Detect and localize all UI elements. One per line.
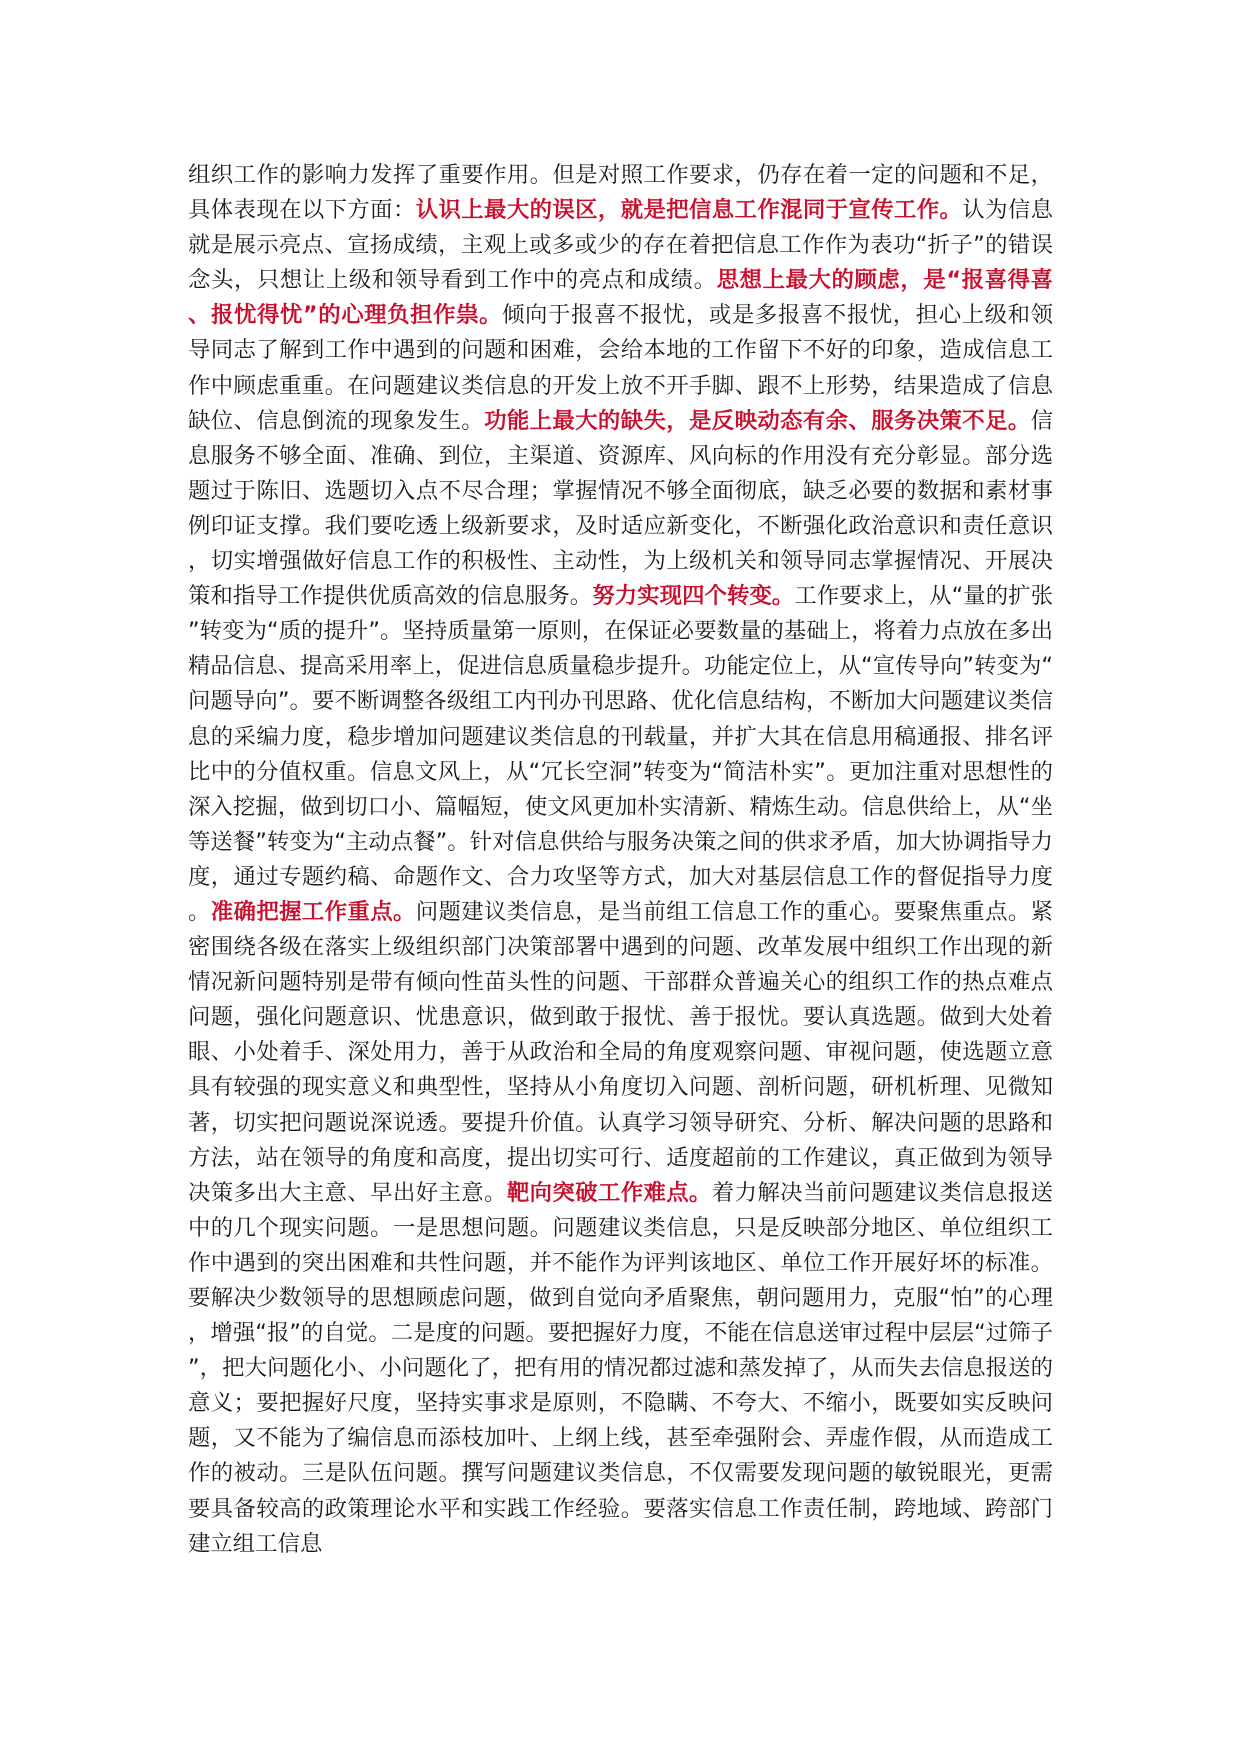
text-segment: 倾向于报喜不报忧，或是多报喜不报忧，担心上级和领导同志了解到工作中遇到的问题和困难，会给本地的工作留下不好的印象，造成信息工作中顾虑重重。在问题建议类信息的开发上放不开手脚、跟不上形势，结果造成了信息缺位、信息倒流的现象发生。 [188,302,1054,434]
text-segment: 着力解决当前问题建议类信息报送中的几个现实问题。一是思想问题。问题建议类信息，只是反映部分地区、单位组织工作中遇到的突出困难和共性问题，并不能作为评判该地区、单位工作开展好坏的标准。要解决少数领导的思想顾虑问题，做到自觉向矛盾聚焦，朝问题用力，克服“怕”的心理，增强“报”的自觉。二是度的问题。要把握好力度，不能在信息送审过程中层层“过筛子”，把大问题化小、小问题化了，把有用的情况都过滤和蒸发掉了，从而失去信息报送的意义；要把握好尺度，坚持实事求是原则，不隐瞒、不夸大、不缩小，既要如实反映问题，又不能为了编信息而添枝加叶、上纲上线，甚至牵强附会、弄虚作假，从而造成工作的被动。三是队伍问题。撰写问题建议类信息，不仅需要发现问题的敏锐眼光，更需要具备较高的政策理论水平和实践工作经验。要落实信息工作责任制，跨地域、跨部门建立组工信息 [188,1179,1054,1557]
text-segment: 信息服务不够全面、准确、到位，主渠道、资源库、风向标的作用没有充分彰显。部分选题过于陈旧、选题切入点不尽合理；掌握情况不够全面彻底，缺乏必要的数据和素材事例印证支撑。我们要吃透上级新要求，及时适应新变化，不断强化政治意识和责任意识，切实增强做好信息工作的积极性、主动性，为上级机关和领导同志掌握情况、开展决策和指导工作提供优质高效的信息服务。 [188,407,1054,610]
highlighted-heading: 准确把握工作重点。 [210,898,416,925]
text-segment: 工作要求上，从“量的扩张”转变为“质的提升”。坚持质量第一原则，在保证必要数量的基础上，将着力点放在多出精品信息、提高采用率上，促进信息质量稳步提升。功能定位上，从“宣传导向”转变为“问题导向”。要不断调整各级组工内刊办刊思路、优化信息结构，不断加大问题建议类信息的采编力度，稳步增加问题建议类信息的刊载量，并扩大其在信息用稿通报、排名评比中的分值权重。信息文风上，从“冗长空洞”转变为“简洁朴实”。更加注重对思想性的深入挖掘，做到切口小、篇幅短，使文风更加朴实清新、精炼生动。信息供给上，从“坐等送餐”转变为“主动点餐”。针对信息供给与服务决策之间的供求矛盾，加大协调指导力度，通过专题约稿、命题作文、合力攻坚等方式，加大对基层信息工作的督促指导力度。 [188,583,1054,925]
highlighted-heading: 认识上最大的误区，就是把信息工作混同于宣传工作。 [415,197,963,224]
text-segment: 认为信息就是展示亮点、宣扬成绩，主观上或多或少的存在着把信息工作作为表功“折子”的错误念头，只想让上级和领导看到工作中的亮点和成绩。 [188,197,1054,294]
text-segment: 组织工作的影响力发挥了重要作用。但是对照工作要求，仍存在着一定的问题和不足，具体表现在以下方面： [188,162,1053,224]
highlighted-heading: 靶向突破工作难点。 [506,1179,712,1206]
highlighted-heading: 努力实现四个转变。 [592,583,795,610]
body-paragraph [188,158,1053,1562]
highlighted-heading: 功能上最大的缺失，是反映动态有余、服务决策不足。 [484,407,1031,434]
text-segment: 问题建议类信息，是当前组工信息工作的重心。要聚焦重点。紧密围绕各级在落实上级组织部门决策部署中遇到的问题、改革发展中组织工作出现的新情况新问题特别是带有倾向性苗头性的问题、干部群众普遍关心的组织工作的热点难点问题，强化问题意识、忧患意识，做到敢于报忧、善于报忧。要认真选题。做到大处着眼、小处着手、深处用力，善于从政治和全局的角度观察问题、审视问题，使选题立意具有较强的现实意义和典型性，坚持从小角度切入问题、剖析问题，研机析理、见微知著，切实把问题说深说透。要提升价值。认真学习领导研究、分析、解决问题的思路和方法，站在领导的角度和高度，提出切实可行、适度超前的工作建议，真正做到为领导决策多出大主意、早出好主意。 [188,898,1054,1206]
highlighted-heading: 思想上最大的顾虑，是“报喜得喜、报忧得忧”的心理负担作祟。 [188,267,1054,329]
